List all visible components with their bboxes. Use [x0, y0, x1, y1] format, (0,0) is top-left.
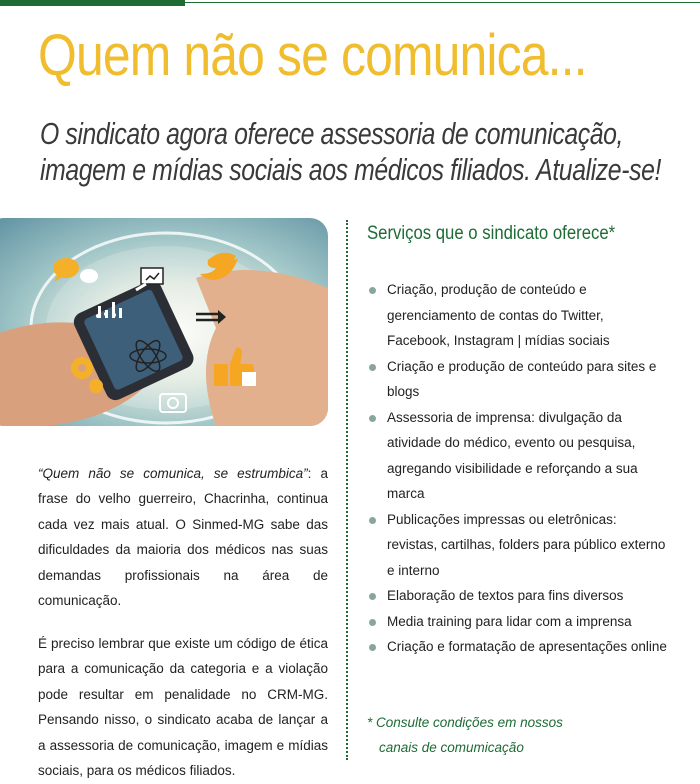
subtitle — [40, 116, 661, 188]
list-item — [367, 583, 667, 609]
chacrinha-quote: “Quem não se comunica, se estrumbica” — [38, 465, 308, 481]
bullet-icon — [369, 619, 376, 626]
list-item-text: Criação e produção de conteúdo para sites e blogs — [387, 358, 657, 399]
bullet-icon — [369, 415, 376, 422]
list-item — [367, 609, 667, 635]
social-media-hero-image — [0, 218, 328, 426]
top-accent-bar — [0, 0, 185, 6]
list-item — [367, 507, 667, 584]
subtitle-line-2: imagem e mídias sociais aos médicos filiados. Atualize-se! — [40, 152, 661, 187]
subtitle-line-1: O sindicato agora oferece assessoria de comunicação, — [40, 116, 623, 151]
headline: Quem não se comunica... — [38, 23, 587, 88]
top-rule — [185, 2, 700, 3]
footnote — [367, 710, 563, 760]
bullet-icon — [369, 644, 376, 651]
ethics-paragraph: É preciso lembrar que existe um código de ética para a comunicação da categoria e a violação pode resultar em penalidade no CRM-MG. Pensando nisso, o sindicato acaba de lançar a a assessoria de comunicação, imagem e mídias sociais, para os médicos filiados. — [38, 635, 328, 778]
footnote-line-1: * Consulte condições em nossos — [367, 715, 563, 730]
list-item — [367, 405, 667, 507]
list-item — [367, 354, 667, 405]
intro-paragraph-text: : a frase do velho guerreiro, Chacrinha, continua cada vez mais atual. O Sinmed-MG sabe das dificuldades da maioria dos médicos nas suas demandas profissionais na área de comunicação. — [38, 465, 328, 608]
list-item-text: Elaboração de textos para fins diversos — [387, 588, 624, 603]
list-item-text: Criação e formatação de apresentações online — [387, 639, 667, 654]
intro-paragraph — [38, 461, 328, 614]
bullet-icon — [369, 287, 376, 294]
footnote-line-2: canais de comumicação — [379, 740, 524, 755]
list-item-text: Assessoria de imprensa: divulgação da atividade do médico, evento ou pesquisa, agregando visibilidade e reforçando a sua marca — [387, 409, 638, 501]
list-item — [367, 277, 667, 354]
hero-illustration — [0, 218, 328, 426]
list-item-text: Media training para lidar com a imprensa — [387, 613, 632, 629]
bullet-icon — [369, 364, 376, 371]
column-divider — [346, 220, 348, 760]
list-item-text: Criação, produção de conteúdo e gerenciamento de contas do Twitter, Facebook, Instagram | mídias sociais — [387, 282, 610, 348]
services-list — [367, 277, 667, 660]
bullet-icon — [369, 593, 376, 600]
list-item-text: Publicações impressas ou eletrônicas: revistas, cartilhas, folders para público externo e interno — [387, 511, 666, 578]
services-title: Serviços que o sindicato oferece* — [367, 223, 616, 244]
list-item — [367, 634, 667, 660]
bullet-icon — [369, 517, 376, 524]
